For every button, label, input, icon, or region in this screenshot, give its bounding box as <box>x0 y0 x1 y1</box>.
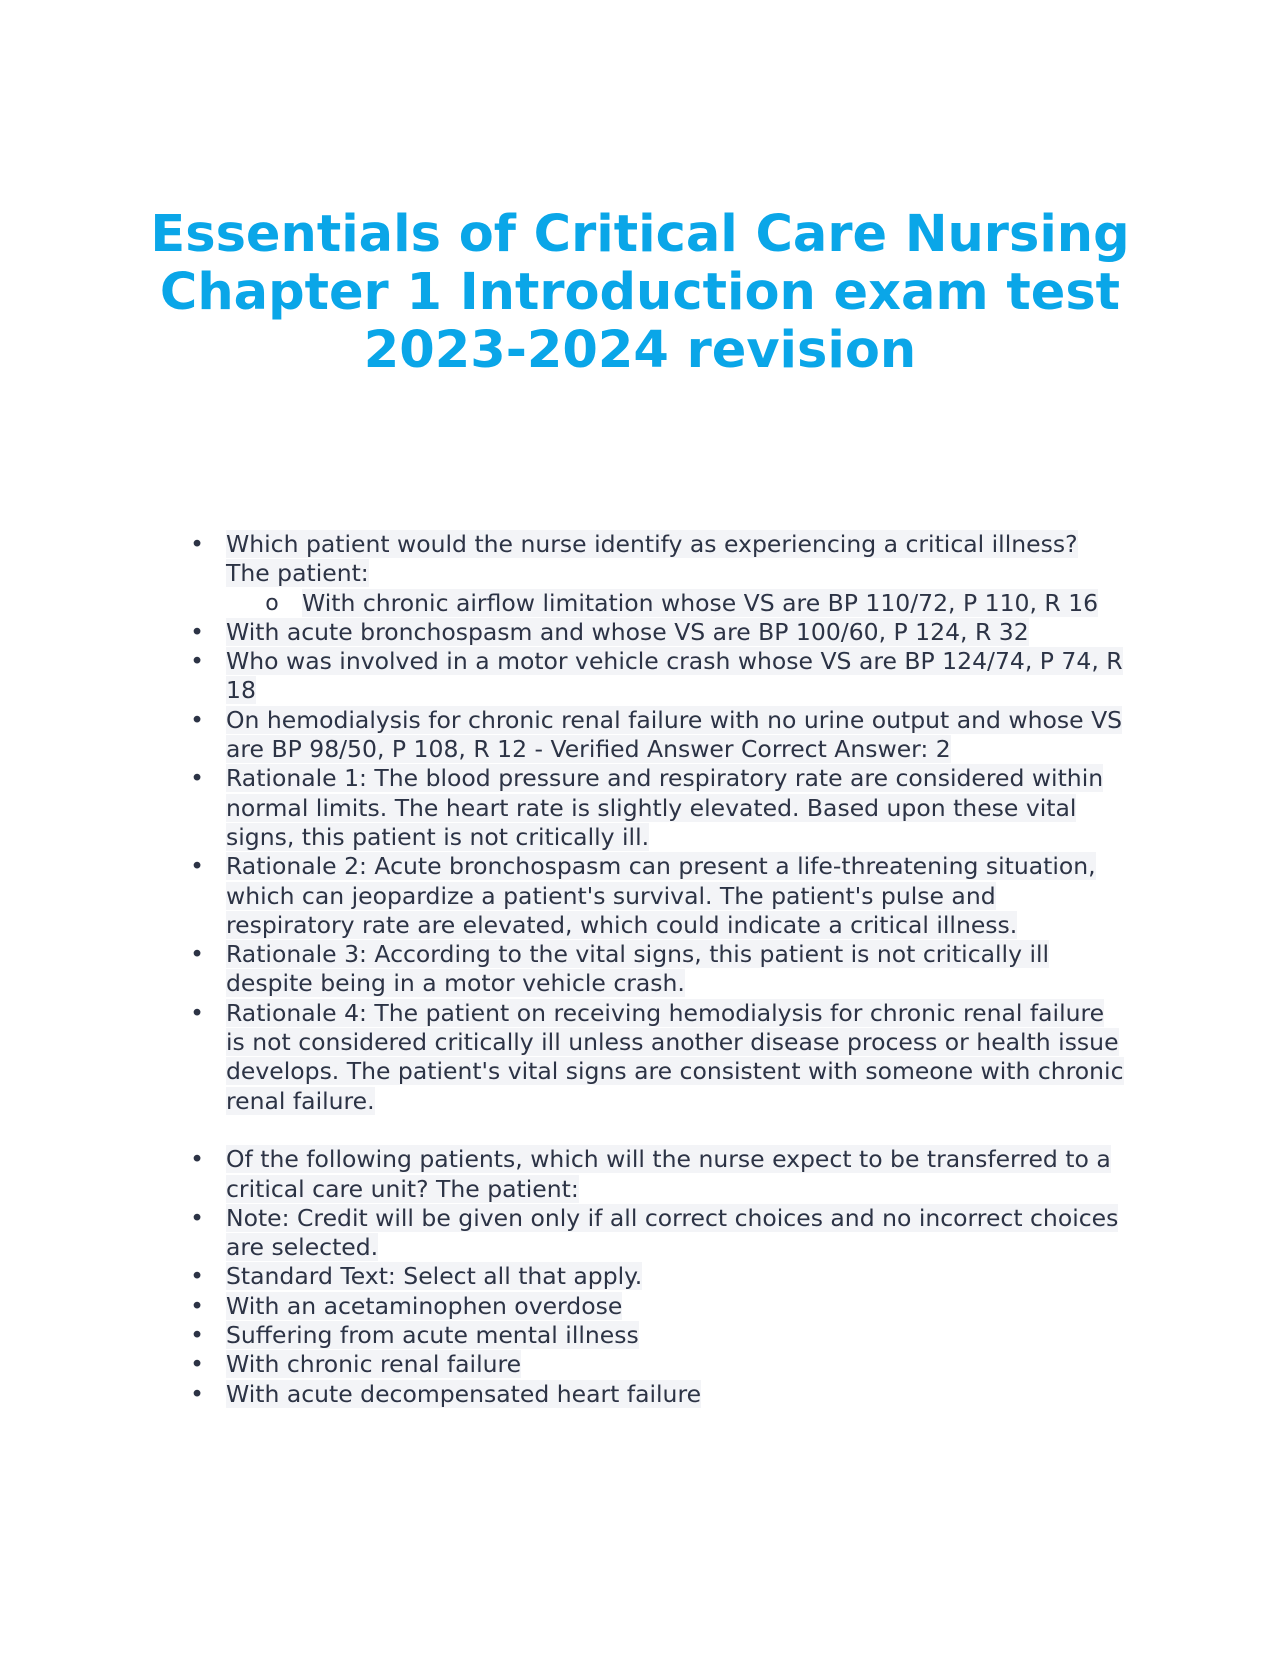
list-item-text: Rationale 2: Acute bronchospasm can present a life-threatening situation, which can jeopardize a patient's survival. The patient's pulse and respiratory rate are elevated, which could indicate a critical illness. <box>226 852 1096 939</box>
list-item-text: With an acetaminophen overdose <box>226 1291 623 1320</box>
bullet-icon: • <box>190 1291 204 1320</box>
list-item-text: Rationale 4: The patient on receiving hemodialysis for chronic renal failure is not considered critically ill unless another disease process or health issue develops. The patient's vital signs are consistent with someone with chronic renal failure. <box>226 998 1124 1115</box>
list-item <box>0 1292 1126 1321</box>
list-item <box>0 852 1126 940</box>
sub-list-item <box>0 589 1124 618</box>
list-item-text: Suffering from acute mental illness <box>226 1321 639 1350</box>
bullet-icon: • <box>190 1379 204 1408</box>
list-item <box>0 1380 1126 1409</box>
list-item-text: Of the following patients, which will the nurse expect to be transferred to a critical care unit? The patient: <box>226 1145 1111 1203</box>
list-item-text: On hemodialysis for chronic renal failure with no urine output and whose VS are BP 98/50, P 108, R 12 - Verified Answer Correct Answer: 2 <box>226 705 1123 764</box>
list-item-text: Note: Credit will be given only if all correct choices and no incorrect choices are selected. <box>226 1203 1119 1262</box>
document-title <box>140 206 1140 380</box>
title-line-1: Essentials of Critical Care Nursing <box>150 205 1130 264</box>
bullet-icon: • <box>190 764 204 793</box>
list-item-text: Which patient would the nurse identify as experiencing a critical illness? The patient: <box>226 530 1078 588</box>
list-item <box>0 1145 1126 1204</box>
list-item-text: With acute decompensated heart failure <box>226 1379 702 1408</box>
list-item <box>0 530 1126 589</box>
list-item <box>0 1262 1126 1291</box>
bullet-icon: • <box>190 647 204 676</box>
list-item <box>0 647 1126 706</box>
list-item-text: With chronic renal failure <box>226 1350 522 1379</box>
list-item-text: Standard Text: Select all that apply. <box>226 1262 643 1291</box>
bullet-icon: • <box>190 998 204 1027</box>
list-item-text: Who was involved in a motor vehicle crash whose VS are BP 124/74, P 74, R 18 <box>226 647 1123 705</box>
list-spacer <box>0 1116 1280 1145</box>
list-item <box>0 706 1126 765</box>
bullet-icon: • <box>190 1350 204 1379</box>
list-item-text: With chronic airflow limitation whose VS are BP 110/72, P 110, R 16 <box>302 588 1099 617</box>
list-item-text: Rationale 3: According to the vital signs, this patient is not critically ill despite being in a motor vehicle crash. <box>226 940 1050 998</box>
bullet-icon: • <box>190 705 204 734</box>
list-item-text: With acute bronchospasm and whose VS are BP 100/60, P 124, R 32 <box>226 617 1029 646</box>
bullet-icon: • <box>190 1145 204 1174</box>
bullet-icon: • <box>190 617 204 646</box>
list-item <box>0 1321 1126 1350</box>
bullet-icon: • <box>190 852 204 881</box>
list-item <box>0 618 1126 647</box>
bullet-icon: • <box>190 1262 204 1291</box>
bullet-icon: • <box>190 1203 204 1232</box>
bullet-icon: • <box>190 530 204 558</box>
list-item <box>0 999 1126 1116</box>
list-item <box>0 940 1126 999</box>
list-item-text: Rationale 1: The blood pressure and respiratory rate are considered within normal limits. The heart rate is slightly elevated. Based upon these vital signs, this patient is not critically ill. <box>226 764 1104 851</box>
title-line-2: Chapter 1 Introduction exam test <box>159 263 1121 322</box>
list-item <box>0 764 1126 852</box>
bullet-icon: • <box>190 940 204 969</box>
question-list <box>0 530 1280 1409</box>
list-item <box>0 1350 1126 1379</box>
bullet-icon: • <box>190 1321 204 1350</box>
title-line-3: 2023-2024 revision <box>363 321 917 380</box>
list-item <box>0 1204 1126 1263</box>
sub-bullet-icon: o <box>265 590 279 616</box>
